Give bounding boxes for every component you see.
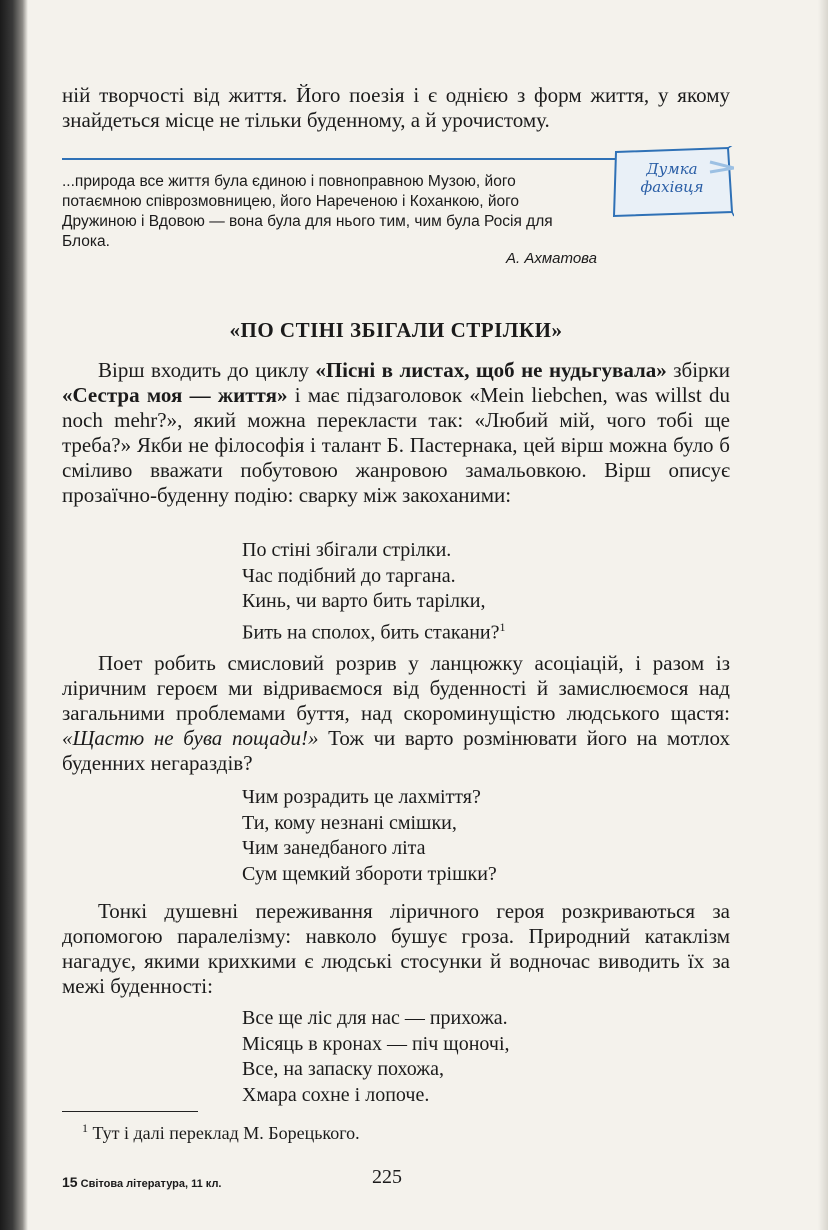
verse-stanza-3	[242, 1006, 510, 1108]
paragraph-3: Тонкі душевні переживання ліричного героя розкриваються за допомогою паралелізму: навколо бушує гроза. Природний катаклізм нагадує, якими крихкими є людські стосунки й водночас виводить їх за межі буденності:	[62, 899, 730, 998]
paragraph-2-text-a: Поет робить смисловий розрив у ланцюжку асоціацій, і разом із ліричним героєм ми відриваємося від буденності й замислюємося над загальними проблемами буття, над скороминущістю людського щастя:	[62, 651, 730, 725]
imprint-line	[62, 1174, 222, 1190]
verse-line: Місяць в кронах — піч щоночі,	[242, 1032, 510, 1055]
verse-line: Все, на запаску похожа,	[242, 1058, 444, 1080]
quoted-line: «Щастю не бува пощади!»	[62, 726, 319, 750]
verse-line: Все ще ліс для нас — прихожа.	[242, 1007, 508, 1029]
paragraph-1	[62, 358, 730, 508]
collection-title: «Сестра моя — життя»	[62, 383, 288, 407]
verse-stanza-1	[242, 538, 505, 646]
sheet-signature: 15	[62, 1174, 78, 1190]
verse-line: Час подібний до таргана.	[242, 564, 456, 587]
verse-line: Хмара сохне і лопоче.	[242, 1083, 430, 1106]
cycle-title: «Пісні в листах, щоб не нудьгувала»	[315, 358, 667, 382]
imprint-text: Світова література, 11 кл.	[77, 1178, 222, 1190]
verse-line: Сум щемкий збороти трішки?	[242, 862, 497, 885]
book-spine-shadow	[0, 0, 28, 1230]
verse-line	[242, 615, 505, 646]
page-edge	[818, 0, 828, 1230]
badge-line-2: фахівця	[640, 178, 704, 196]
paragraph-2	[62, 651, 730, 776]
paragraph-1-text-c: і має підзаголовок «Mein liebchen, was willst du noch mehr?», який можна перекласти так: «Любий мій, чого тобі ще треба?» Якби не філософія і талант Б. Пастернака, цей вірш можна було б сміливо вважати побутовою жанровою замальовкою. Вірш описує прозаїчно-буденну подію: сварку між закоханими:	[62, 383, 730, 507]
verse-stanza-2	[242, 785, 497, 887]
page-number: 225	[372, 1166, 402, 1188]
footnote-divider	[62, 1111, 198, 1112]
expert-opinion-badge	[610, 146, 734, 218]
paragraph-2-text-b: Тож чи варто розмінювати його на мотлох буденних негараздів?	[62, 726, 730, 775]
verse-line: Ти, кому незнані смішки,	[242, 811, 457, 834]
quote-divider	[62, 158, 622, 160]
footnote	[82, 1121, 360, 1144]
verse-line: Чим розрадить це лахміття?	[242, 786, 481, 808]
footnote-reference: 1	[499, 619, 506, 634]
verse-line: Чим занедбаного літа	[242, 837, 426, 859]
badge-label	[610, 160, 734, 196]
verse-line-text: Бить на сполох, бить стакани?	[242, 621, 500, 644]
paragraph-1-text-a: Вірш входить до циклу	[98, 358, 316, 382]
sidebar-quote-author: А. Ахматова	[506, 250, 597, 267]
intro-paragraph: ній творчості від життя. Його поезія і є однією з форм життя, у якому знайдеться місце не тільки буденному, а й урочистому.	[62, 83, 730, 132]
badge-line-1: Думка	[646, 160, 698, 178]
footnote-text: Тут і далі переклад М. Борецького.	[88, 1123, 360, 1143]
verse-line: По стіні збігали стрілки.	[242, 539, 452, 561]
footnote-mark: 1	[82, 1121, 88, 1135]
paragraph-1-text-b: збірки	[666, 358, 730, 382]
sidebar-quote-text: ...природа все життя була єдиною і повноправною Музою, його потаємною співрозмовницею, його Нареченою і Коханкою, його Дружиною і Вдовою — вона була для нього тим, чим була Росія для Блока.	[62, 173, 553, 250]
verse-line: Кинь, чи варто бить тарілки,	[242, 590, 486, 612]
section-title: «ПО СТІНІ ЗБІГАЛИ СТРІЛКИ»	[229, 318, 563, 342]
